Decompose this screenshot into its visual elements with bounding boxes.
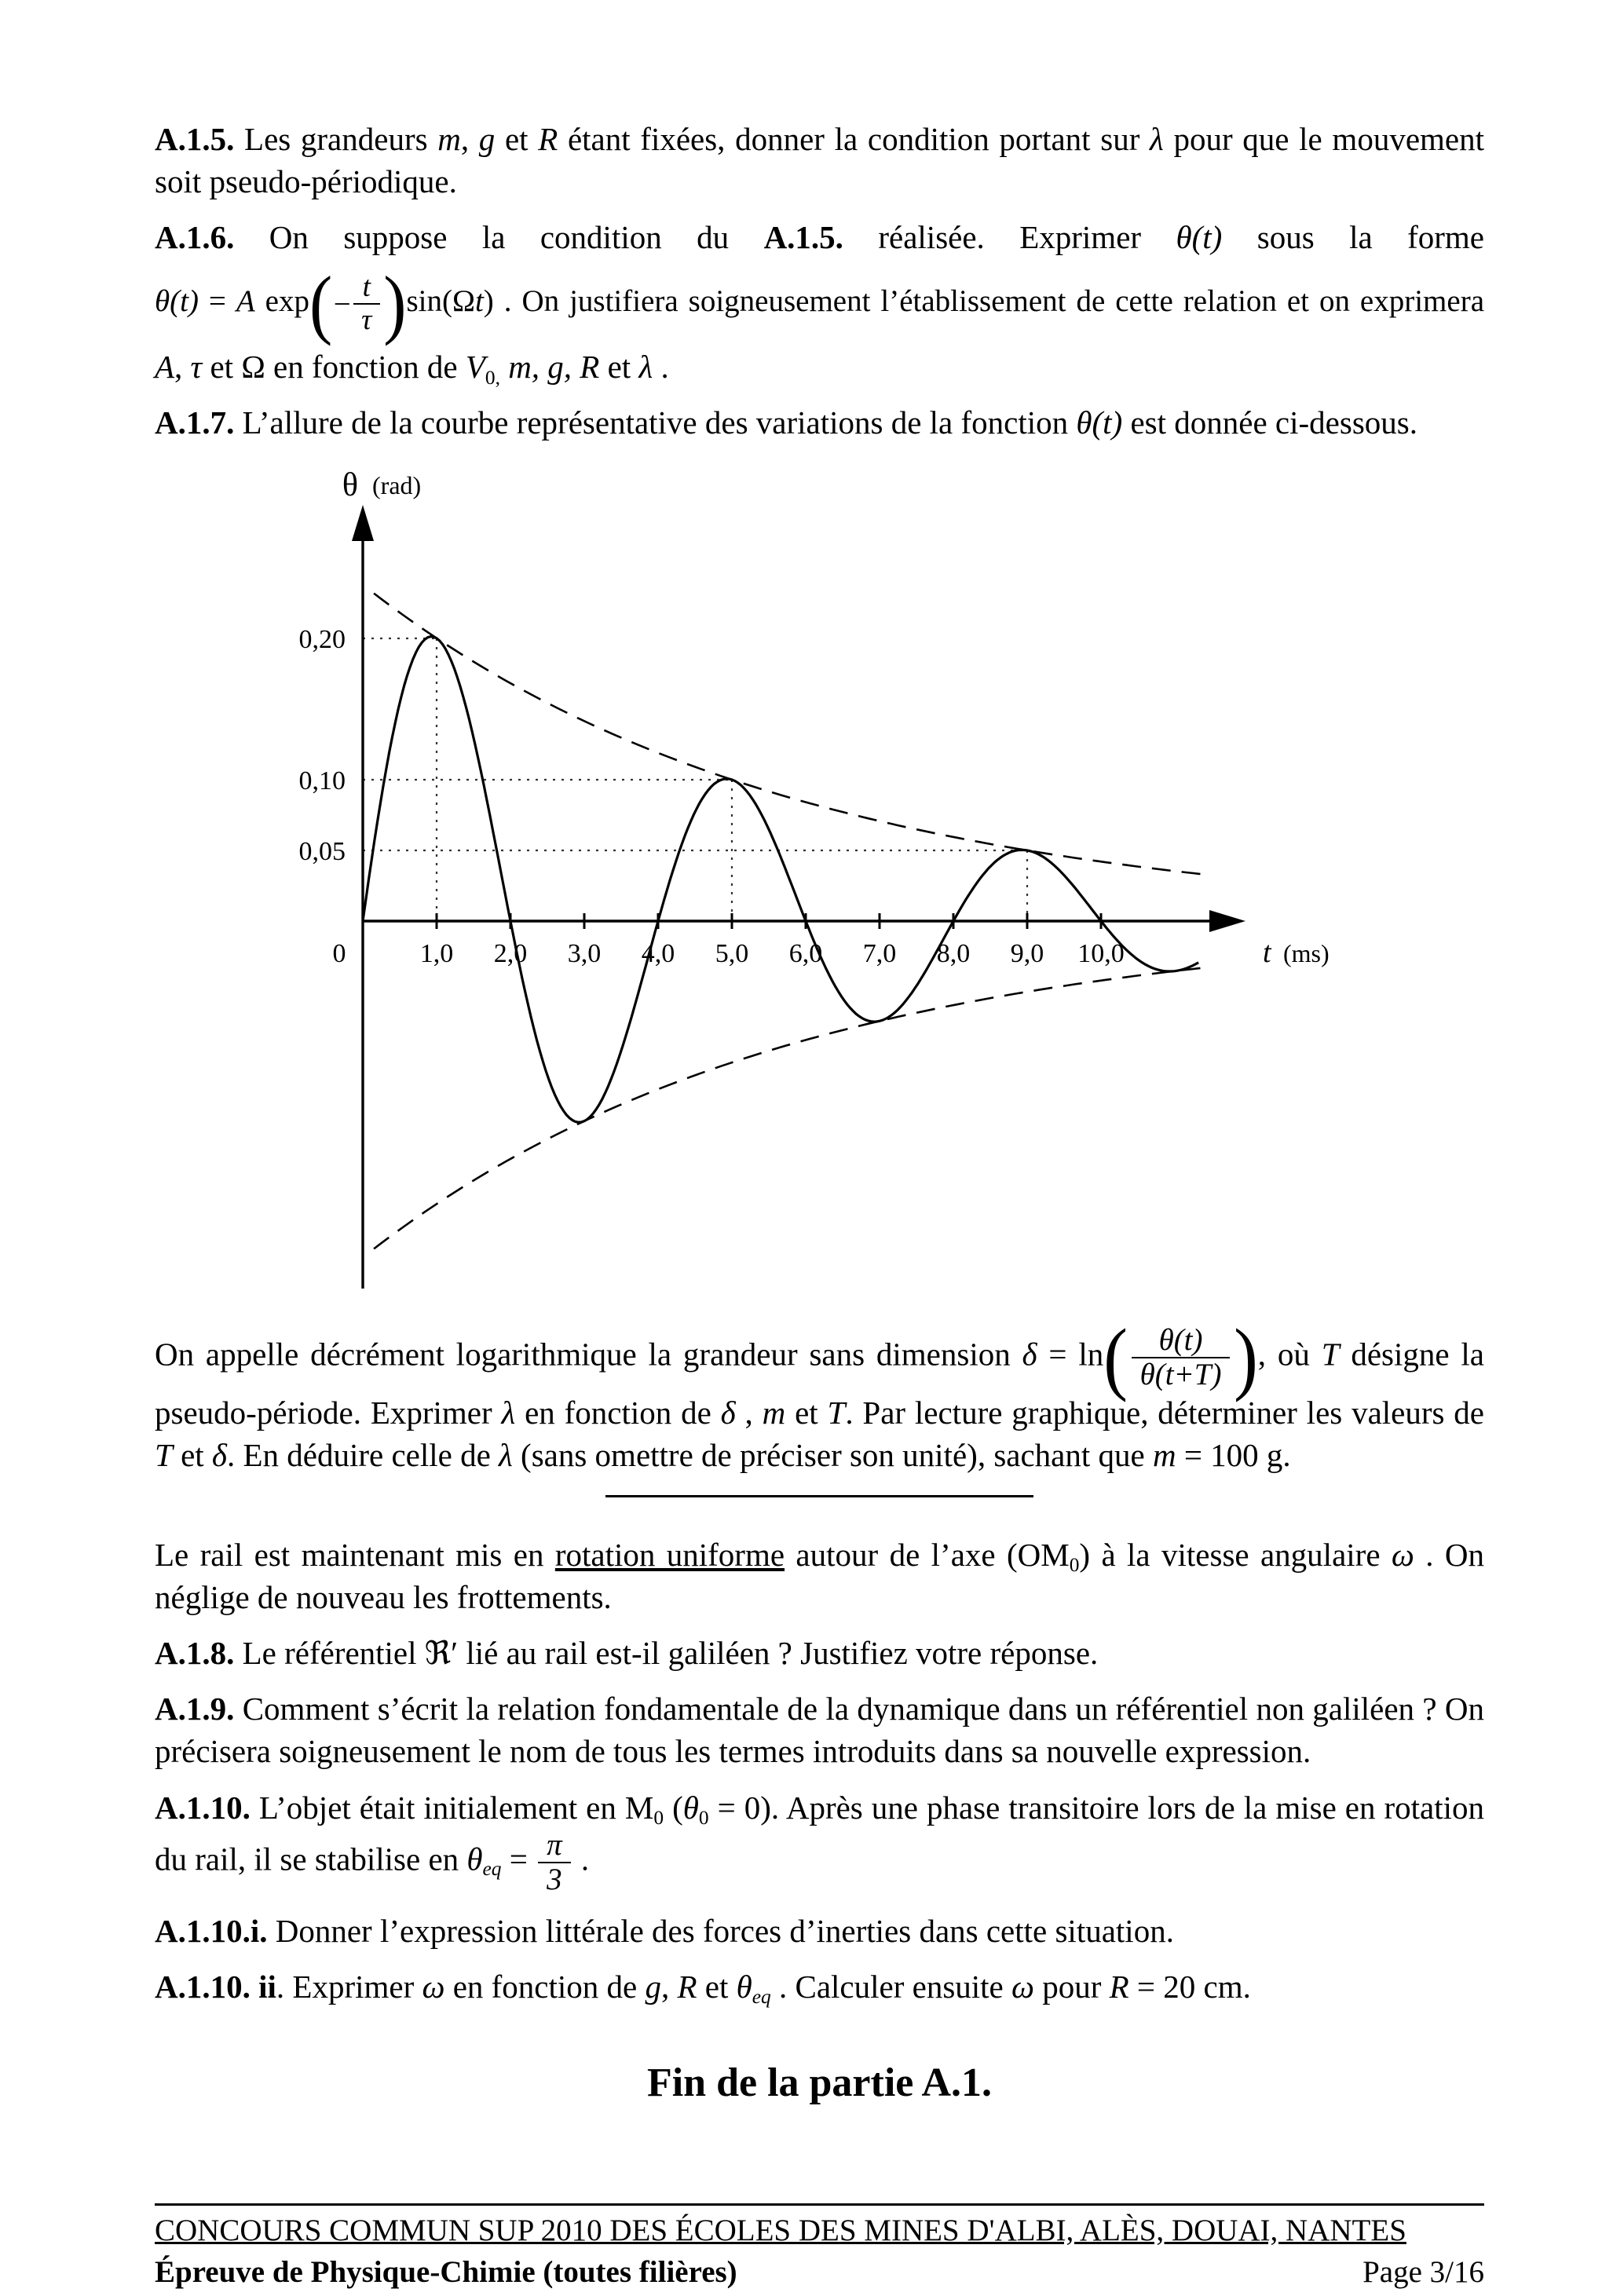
text-run: rotation uniforme [554,1537,785,1573]
text-run: ω [1391,1537,1414,1573]
text-run: Les grandeurs [234,121,438,157]
part-end-heading: Fin de la partie A.1. [646,2060,993,2105]
text-run: Le référentiel [234,1635,425,1672]
x-tick-label: 10,0 [1077,938,1125,968]
footer-page-number: Page 3/16 [1362,2254,1484,2289]
text-run: . [653,349,669,386]
x-tick-label: 4,0 [641,938,675,968]
text-run: ω [1011,1968,1034,2005]
text-run: g [645,1968,661,2005]
text-run: λ [638,349,653,386]
text-run: . Exprimer [276,1968,422,2005]
text-run: étant fixées, donner la condition portant sur [558,121,1150,157]
text-run: ω [422,1968,445,2005]
text-run: On appelle décrément logarithmique la grandeur sans dimension [155,1336,1022,1373]
text-run: ) [483,284,494,319]
question-a110ii [155,1965,1484,2008]
text-run: , [460,121,479,157]
text-run: τ [190,349,203,386]
fraction-numerator: t [362,271,371,304]
footer-subject: Épreuve de Physique-Chimie (toutes filières) [155,2254,737,2289]
text-run: δ [720,1394,736,1431]
exam-content [155,118,1484,2111]
section-divider [605,1495,1033,1497]
question-a17 [155,401,1484,444]
text-run: m [762,1394,786,1431]
x-axis-arrow [1209,910,1245,932]
y-tick-label: 0,20 [298,624,346,654]
text-run: en fonction de [444,1968,646,2005]
text-run: R [538,121,558,157]
fraction-numerator: π [547,1827,562,1862]
text-run: A.1.10. ii [155,1968,276,2005]
paren-content [332,272,383,336]
text-run: eq [752,1986,771,2009]
y-axis-label-unit: (rad) [372,470,422,499]
question-a18 [155,1632,1484,1674]
text-run: θ [736,1968,752,2005]
fraction-denominator: τ [353,303,380,336]
x-tick-label: 5,0 [715,938,749,968]
text-run: pour [1033,1968,1110,2005]
text-run: est donnée ci-dessous. [1122,404,1417,441]
text-run: A.1.5. [155,121,235,157]
text-run: λ [1150,121,1164,157]
text-run: ℜ′ [424,1635,459,1672]
question-a110 [155,1786,1484,1896]
text-run [500,349,508,385]
text-run: et [785,1394,828,1431]
text-run: . [572,1841,590,1877]
x-axis-label-unit: (ms) [1283,938,1330,967]
text-run: et [697,1968,737,2005]
text-run: Donner l’expression littérale des forces d’inerties dans cette situation. [267,1912,1174,1949]
text-run: et [172,1436,212,1473]
text-run: T [155,1436,173,1473]
theta-time-graph [181,458,1484,1316]
text-run: A.1.7. [155,404,235,441]
text-run: − [333,287,351,321]
x-tick-label: 1,0 [419,938,454,968]
text-run: t [474,284,484,319]
text-run: = [501,1841,536,1877]
text-run: λ [501,1394,516,1431]
x-tick-label: 7,0 [862,938,897,968]
y-axis-label-theta: θ [342,466,358,503]
text-run: Le rail est maintenant mis en [155,1537,555,1573]
text-run: 0 [653,1806,664,1829]
text-run: 0 [698,1806,709,1829]
question-a16-formula [155,261,1484,347]
text-run: λ [499,1436,513,1473]
page-footer [155,2203,1484,2292]
text-run: A.1.5. [763,219,843,256]
text-run: g [478,121,496,157]
text-run: . En déduire celle de [226,1436,499,1473]
damped-sine-curve [363,636,1198,1122]
fraction [538,1829,570,1896]
paragraph-rail-rotation [155,1534,1484,1618]
fraction [1132,1324,1231,1391]
text-run: θ(t) [1176,219,1223,256]
text-run: pour que le mouvement soit pseudo-périodique. [155,121,1484,200]
text-run: = ln [1037,1336,1104,1373]
x-tick-label: 8,0 [936,938,971,968]
text-run: , [735,1394,763,1431]
text-run: A.1.6. [155,219,235,256]
text-run: lié au rail est-il galiléen ? Justifiez votre réponse. [458,1635,1099,1672]
footer-second-line [155,2254,1484,2292]
text-run: réalisée. Exprimer [843,219,1176,256]
text-run: A.1.9. [155,1691,235,1727]
question-a16-params [155,345,1484,388]
text-run: . Calculer ensuite [770,1968,1012,2005]
text-run: θ(t) [1076,404,1123,441]
text-run: On suppose la condition du [234,219,764,256]
text-run: T [827,1394,846,1431]
text-run: 0, [485,366,500,389]
question-a19 [155,1687,1484,1772]
text-run: ) à la vitesse angulaire [1079,1537,1392,1573]
fraction-numerator: θ(t) [1158,1322,1203,1357]
text-run: R [1109,1968,1129,2005]
x-tick-label: 9,0 [1010,938,1044,968]
x-tick-label: 0 [332,938,346,968]
chart-canvas [181,458,1437,1306]
text-run: A [236,284,255,319]
text-run: θ [682,1789,699,1826]
text-run: A.1.8. [155,1635,235,1672]
text-run: 0 [1069,1554,1080,1577]
text-run: m [437,121,461,157]
text-run: désigne la pseudo-période. Exprimer [155,1336,1484,1431]
text-run: V [465,349,485,386]
text-run: autour de l’axe (OM [785,1537,1070,1573]
text-run: δ [211,1436,227,1473]
text-run: ( [664,1789,683,1826]
y-tick-label: 0,05 [298,836,346,866]
text-run: , [174,349,191,386]
text-run: . On néglige de nouveau les frottements. [155,1537,1484,1616]
question-a110i [155,1910,1484,1952]
text-run: , où [1257,1336,1322,1373]
text-run: et Ω en fonction de [202,349,466,386]
text-run: A.1.10. [155,1789,251,1826]
text-run: = 0). Après une phase transitoire lors de la mise en rotation du rail, il se stabilise en [155,1789,1485,1877]
text-run: et [599,349,639,386]
footer-exam-title: CONCOURS COMMUN SUP 2010 DES ÉCOLES DES MINES D'ALBI, ALÈS, DOUAI, NANTES [155,2214,1406,2247]
paren-group: ( − $\frac{t}{\tau}$ ) [309,261,407,347]
text-run: eq [482,1858,502,1881]
text-run: , [660,1968,678,2005]
text-run: m, g, R [508,349,600,386]
text-run: A.1.10.i. [155,1912,268,1949]
x-tick-label: 2,0 [493,938,528,968]
fraction-denominator: θ(t+T) [1132,1357,1231,1391]
y-tick-label: 0,10 [298,766,346,795]
y-axis-arrow [352,505,374,541]
paren-content [1128,1324,1234,1391]
text-run: = 20 cm. [1128,1968,1251,2005]
paren-group: ( $\frac{\theta(t)}{\theta(t+T)}$ ) [1103,1312,1258,1402]
text-run: A [155,349,175,386]
text-run: = [198,284,236,319]
text-run: T [1321,1336,1340,1373]
x-tick-label: 6,0 [788,938,823,968]
text-run: . Par lecture graphique, déterminer les valeurs de [845,1394,1484,1431]
question-a15 [155,118,1484,203]
text-run: Comment s’écrit la relation fondamentale de la dynamique dans un référentiel non galiléen ? On précisera soigneusement le nom de tous les termes introduits dans sa nouvelle expression. [155,1691,1484,1770]
text-run: = 100 g. [1176,1436,1291,1473]
fraction-denominator: 3 [538,1862,570,1896]
text-run: m [1152,1436,1176,1473]
fraction [353,272,380,336]
text-run: L’allure de la courbe représentative des variations de la fonction [234,404,1077,441]
text-run: L’objet était initialement en M [250,1789,654,1826]
upper-envelope [374,593,1208,875]
text-run: . On justifiera soigneusement l’établissement de cette relation et on exprimera [493,284,1484,319]
paragraph-log-decrement [155,1312,1484,1476]
x-tick-label: 3,0 [567,938,602,968]
text-run: exp [254,284,309,319]
question-a16-intro [155,216,1484,258]
text-run: δ [1022,1336,1037,1373]
text-run: (sans omettre de préciser son unité), sachant que [512,1436,1153,1473]
text-run: θ(t) [155,284,199,319]
text-run: sin(Ω [406,284,475,319]
lower-envelope [374,967,1208,1249]
text-run: sous la forme [1222,219,1484,256]
x-axis-label-var: t [1263,935,1271,969]
text-run: θ [466,1841,483,1877]
text-run: en fonction de [515,1394,721,1431]
text-run: R [677,1968,697,2005]
text-run: et [495,121,539,157]
